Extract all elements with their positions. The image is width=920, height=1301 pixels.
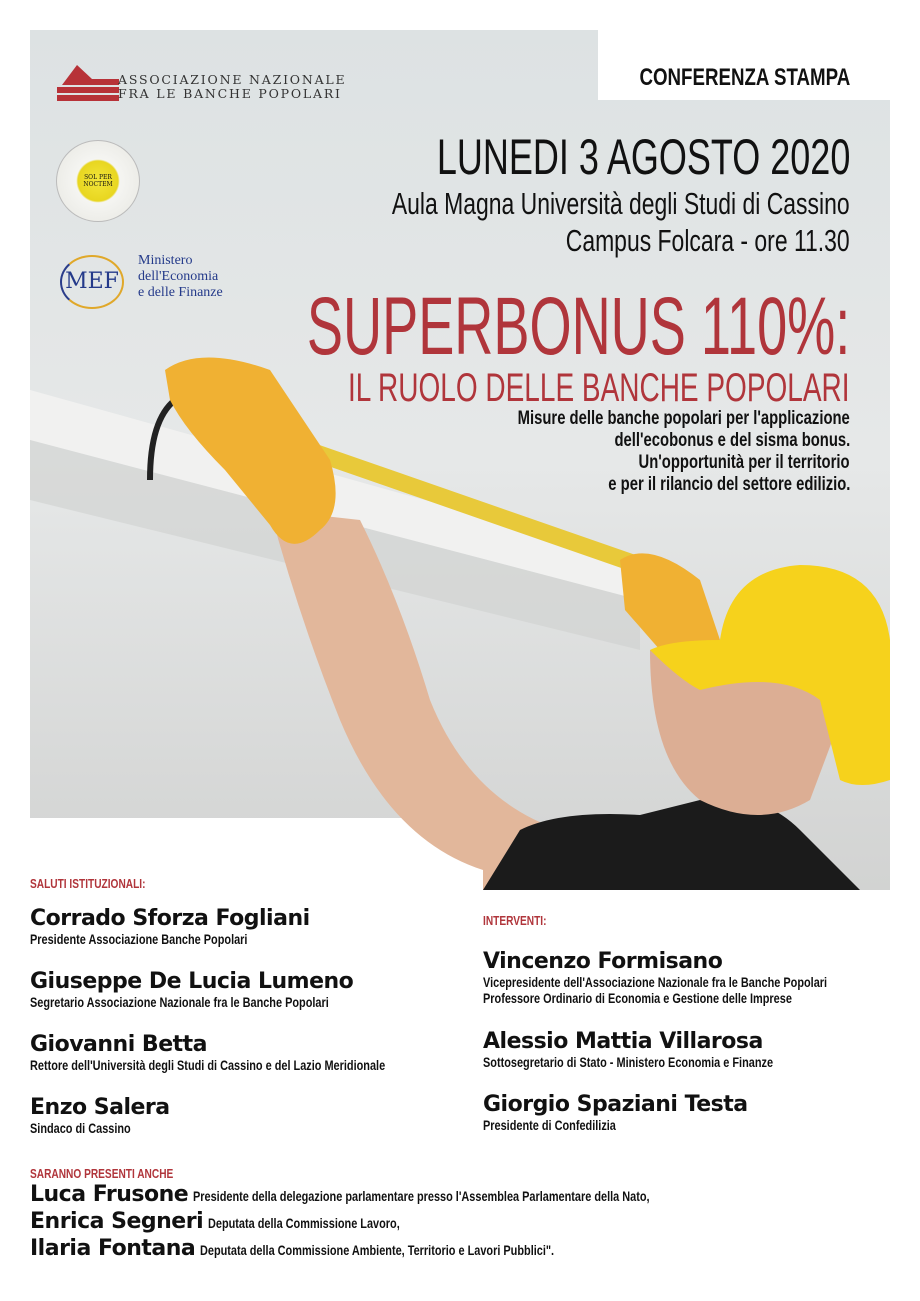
university-seal <box>56 140 140 222</box>
mef-line2: dell'Economia <box>138 269 219 284</box>
speaker <box>483 949 920 1006</box>
guest-list <box>30 1182 778 1263</box>
description-line: Misure delle banche popolari per l'applicazione <box>517 408 850 429</box>
anbp-name-line1: ASSOCIAZIONE NAZIONALE <box>118 72 347 87</box>
speaker-name: Corrado Sforza Fogliani <box>30 906 310 931</box>
guest-role: Deputata della Commissione Ambiente, Territorio e Lavori Pubblici". <box>199 1242 554 1258</box>
speaker-name: Giuseppe De Lucia Lumeno <box>30 969 354 994</box>
saluti-label: SALUTI ISTITUZIONALI: <box>30 876 146 891</box>
anbp-logo-icon <box>57 65 119 107</box>
description-line: e per il rilancio del settore edilizio. <box>607 474 850 495</box>
venue: Aula Magna Università degli Studi di Cassino <box>392 186 850 221</box>
event-date: LUNEDI 3 AGOSTO 2020 <box>436 129 850 185</box>
main-title: SUPERBONUS 110%: <box>306 281 850 372</box>
speaker-role: Professore Ordinario di Economia e Gestione delle Imprese <box>483 990 792 1006</box>
speaker <box>30 969 413 1010</box>
speaker-role: Vicepresidente dell'Associazione Nazionale fra le Banche Popolari <box>483 974 828 990</box>
speaker <box>483 1092 748 1133</box>
guest-role: Deputata della Commissione Lavoro, <box>207 1215 400 1231</box>
guest-name: Luca Frusone <box>30 1182 189 1207</box>
speaker-role: Presidente di Confedilizia <box>483 1117 616 1133</box>
guest-name: Ilaria Fontana <box>30 1236 196 1261</box>
speaker-name: Giovanni Betta <box>30 1032 207 1057</box>
guest-role: Presidente della delegazione parlamentare presso l'Assemblea Parlamentare della Nato, <box>192 1188 650 1204</box>
speaker <box>30 1032 485 1073</box>
place-time: Campus Folcara - ore 11.30 <box>566 223 850 258</box>
speaker-name: Giorgio Spaziani Testa <box>483 1092 748 1117</box>
speaker <box>30 906 310 947</box>
anbp-name-line2: FRA LE BANCHE POPOLARI <box>118 86 342 101</box>
mef-line1: Ministero <box>138 253 193 268</box>
speaker <box>483 1029 855 1070</box>
subtitle: IL RUOLO DELLE BANCHE POPOLARI <box>348 366 850 410</box>
interventi-label: INTERVENTI: <box>483 913 547 928</box>
speaker <box>30 1095 170 1136</box>
description-line: dell'ecobonus e del sisma bonus. <box>614 430 850 451</box>
mef-logo: MEF <box>60 255 124 309</box>
mef-line3: e delle Finanze <box>138 285 223 300</box>
description-line: Un'opportunità per il territorio <box>638 452 850 473</box>
speaker-role: Segretario Associazione Nazionale fra le Banche Popolari <box>30 994 329 1010</box>
seal-motto: SOL PER NOCTEM <box>83 174 113 188</box>
guest <box>30 1209 778 1236</box>
speaker-name: Vincenzo Formisano <box>483 949 723 974</box>
guest <box>30 1182 778 1209</box>
speaker-role: Presidente Associazione Banche Popolari <box>30 931 248 947</box>
kicker: CONFERENZA STAMPA <box>639 64 850 91</box>
speaker-role: Sindaco di Cassino <box>30 1120 131 1136</box>
speaker-role: Rettore dell'Università degli Studi di Cassino e del Lazio Meridionale <box>30 1057 386 1073</box>
speaker-name: Alessio Mattia Villarosa <box>483 1029 763 1054</box>
presenti-label: SARANNO PRESENTI ANCHE <box>30 1166 174 1181</box>
speaker-name: Enzo Salera <box>30 1095 170 1120</box>
guest <box>30 1236 778 1263</box>
speaker-role: Sottosegretario di Stato - Ministero Economia e Finanze <box>483 1054 774 1070</box>
guest-name: Enrica Segneri <box>30 1209 204 1234</box>
